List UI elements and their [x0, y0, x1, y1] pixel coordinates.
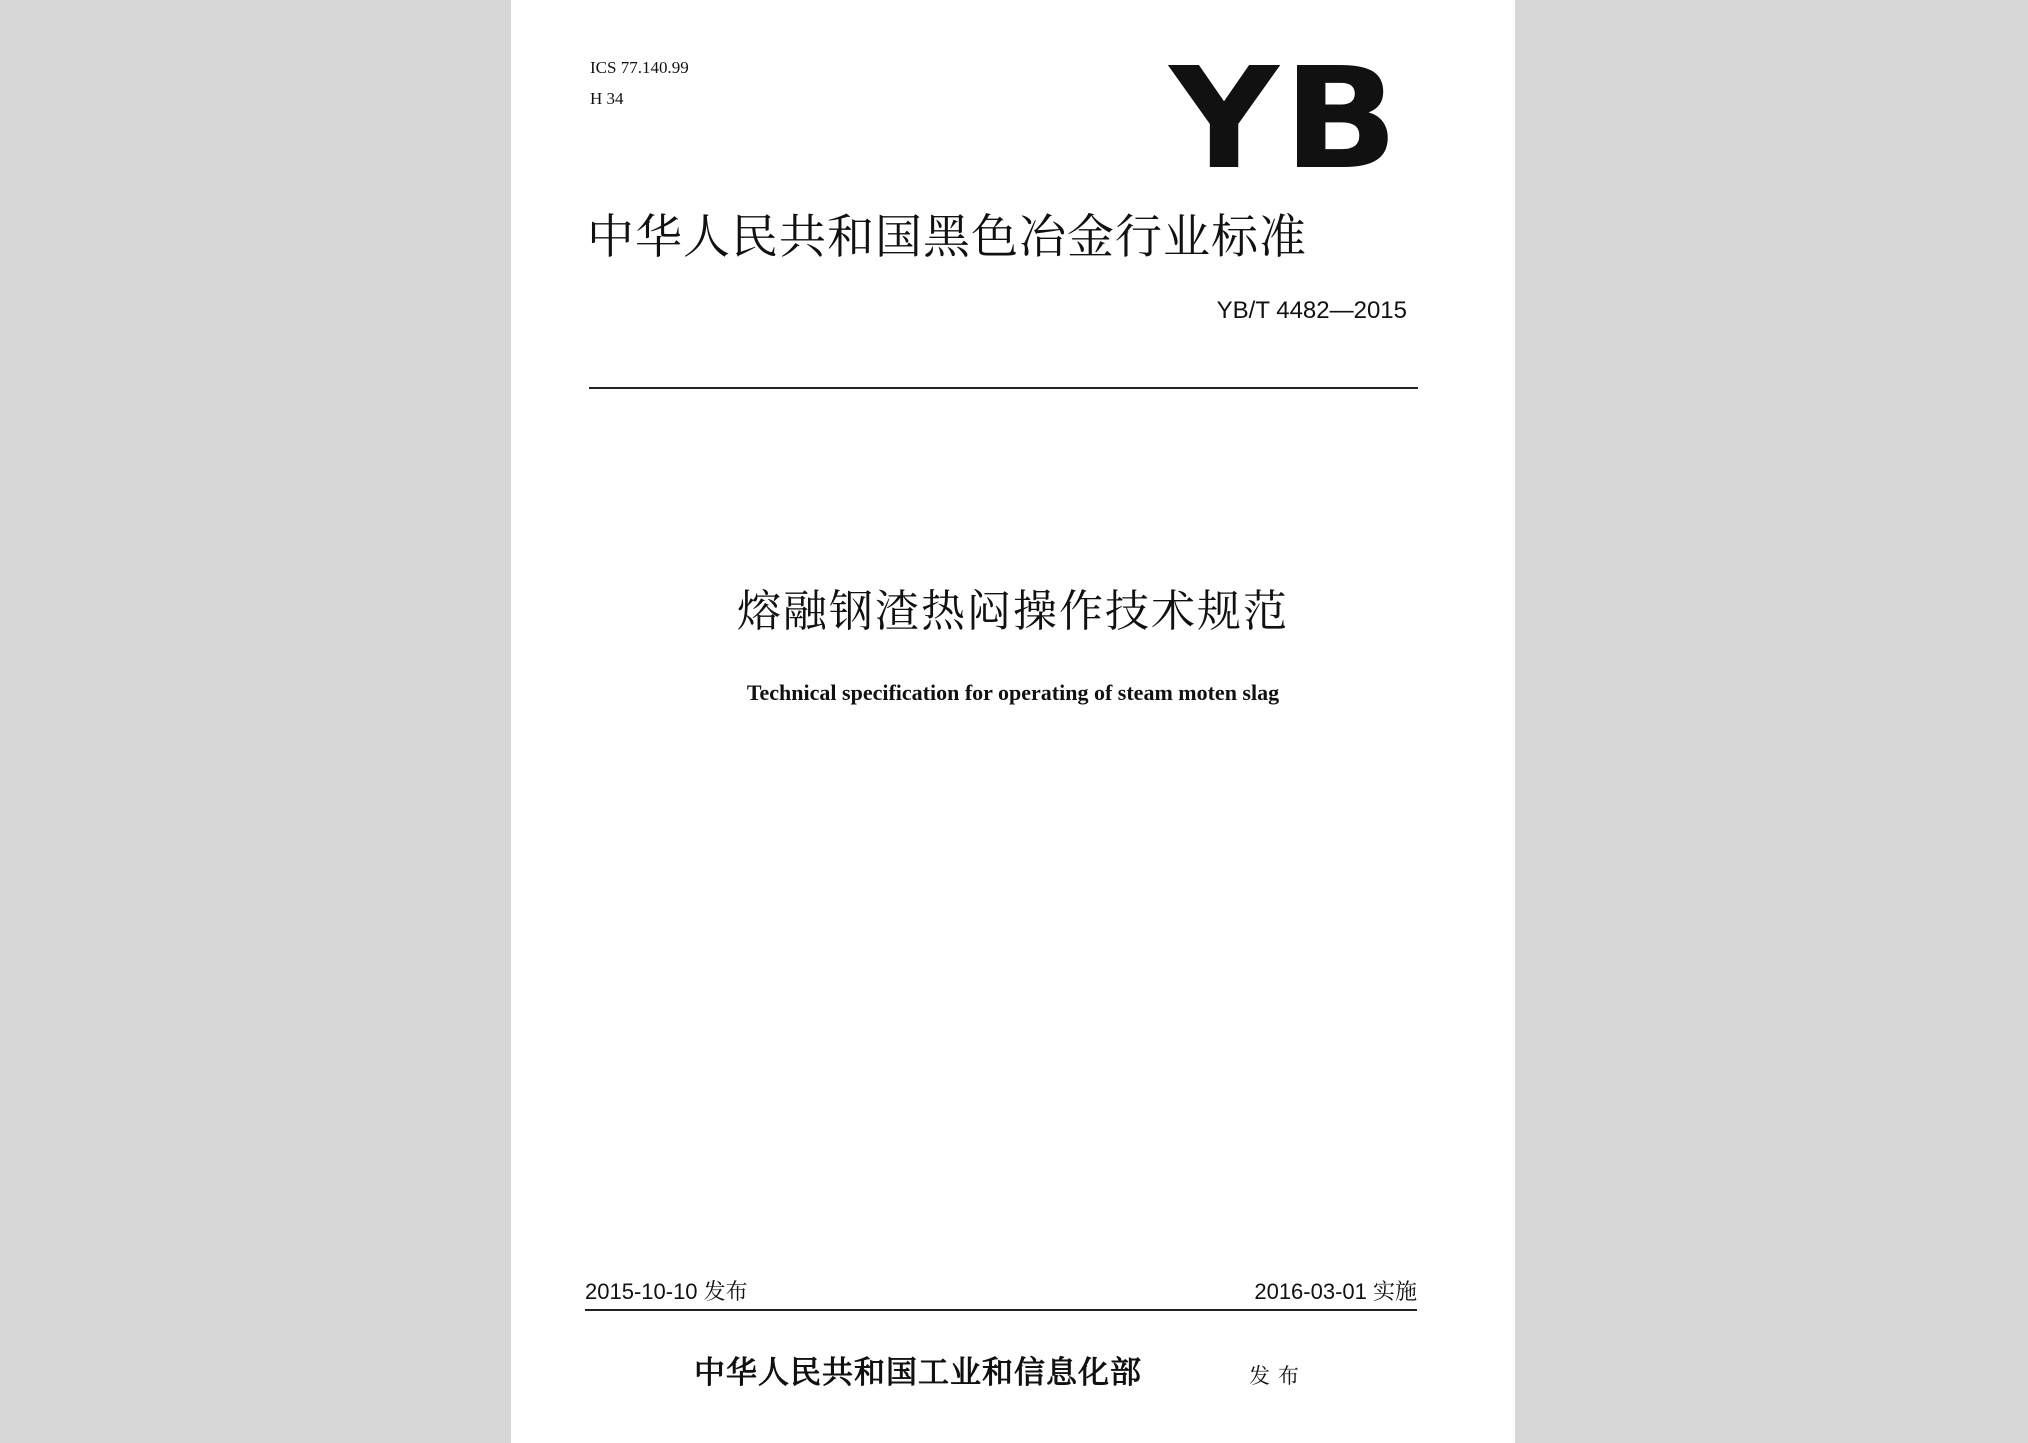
- implementation-date: 2016-03-01 实施: [1254, 1279, 1417, 1304]
- standard-number: YB/T 4482—2015: [1216, 297, 1407, 324]
- classification-code: H 34: [590, 89, 624, 108]
- top-divider: [589, 387, 1418, 389]
- standard-category-title: 中华人民共和国黑色冶金行业标准: [587, 210, 1307, 265]
- publish-label: 发布: [1249, 1364, 1307, 1388]
- publisher-name: 中华人民共和国工业和信息化部: [694, 1355, 1142, 1391]
- bottom-divider: [585, 1309, 1417, 1311]
- document-title-zh: 熔融钢渣热闷操作技术规范: [737, 586, 1289, 637]
- document-title-en: Technical specification for operating of steam moten slag: [746, 680, 1280, 705]
- yb-logo: YB: [1169, 37, 1403, 201]
- ics-code: ICS 77.140.99: [590, 58, 689, 77]
- issue-date: 2015-10-10 发布: [585, 1279, 748, 1304]
- document-page: [511, 0, 1515, 1443]
